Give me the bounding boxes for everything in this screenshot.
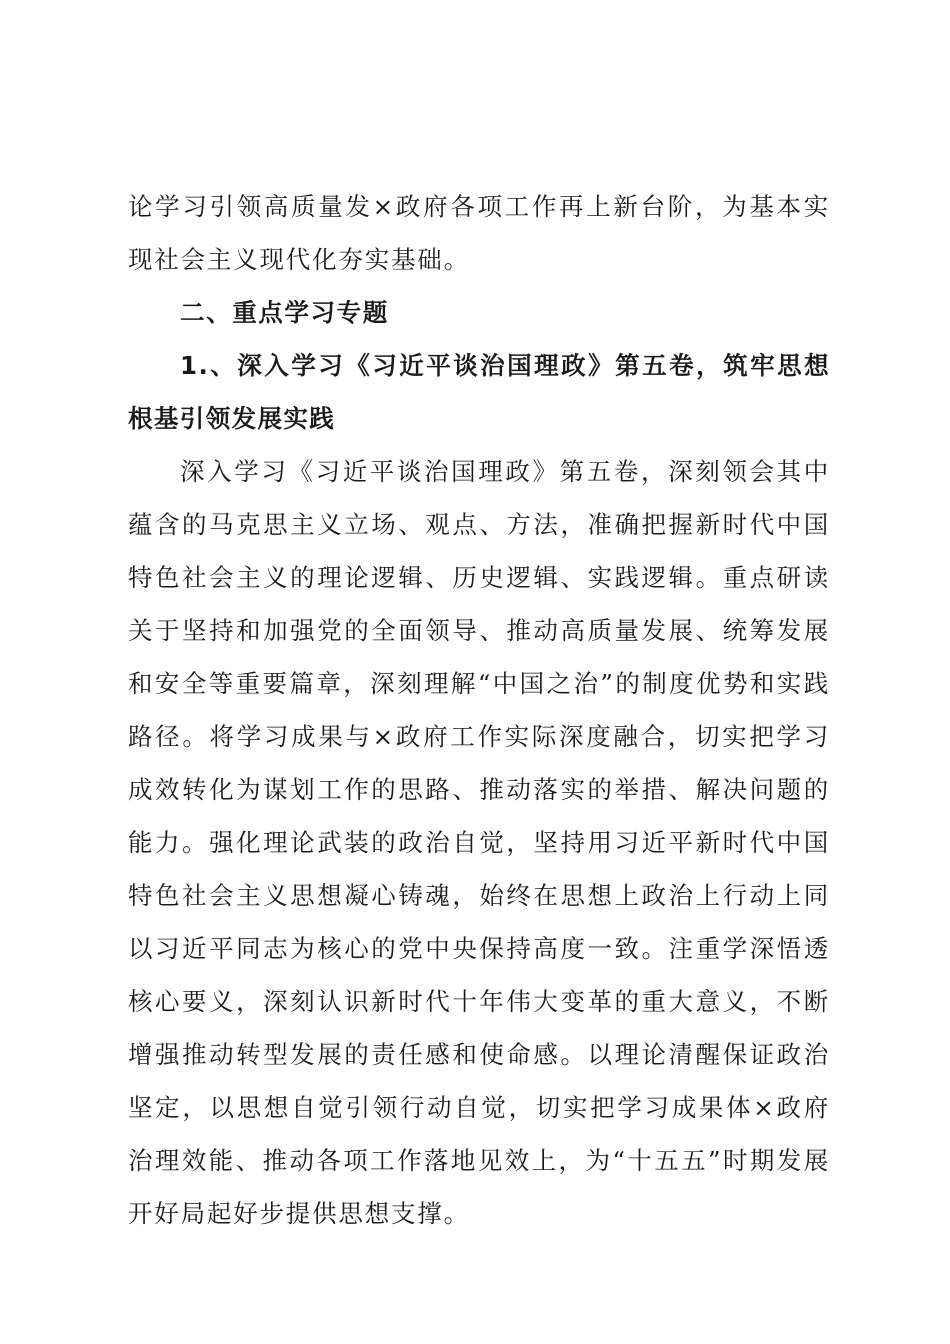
body-paragraph: 深入学习《习近平谈治国理政》第五卷，深刻领会其中蕴含的马克思主义立场、观点、方法，准确把握新时代中国特色社会主义的理论逻辑、历史逻辑、实践逻辑。重点研读关于坚持和加强党的全面领导、推动高质量发展、统筹发展和安全等重要篇章，深刻理解“中国之治”的制度优势和实践路径。将学习成果与×政府工作实际深度融合，切实把学习成效转化为谋划工作的思路、推动落实的举措、解决问题的能力。强化理论武装的政治自觉，坚持用习近平新时代中国特色社会主义思想凝心铸魂，始终在思想上政治上行动上同以习近平同志为核心的党中央保持高度一致。注重学深悟透核心要义，深刻认识新时代十年伟大变革的重大意义，不断增强推动转型发展的责任感和使命感。以理论清醒保证政治坚定，以思想自觉引领行动自觉，切实把学习成果体×政府治理效能、推动各项工作落地见效上，为“十五五”时期发展开好局起好步提供思想支撑。: [128, 457, 830, 1228]
continuation-paragraph: 论学习引领高质量发×政府各项工作再上新台阶，为基本实现社会主义现代化夯实基础。: [128, 192, 830, 274]
document-body: [128, 180, 830, 1240]
subsection-heading: 1.、深入学习《习近平谈治国理政》第五卷，筑牢思想根基引领发展实践: [128, 351, 830, 433]
section-heading: 二、重点学习专题: [180, 298, 389, 327]
